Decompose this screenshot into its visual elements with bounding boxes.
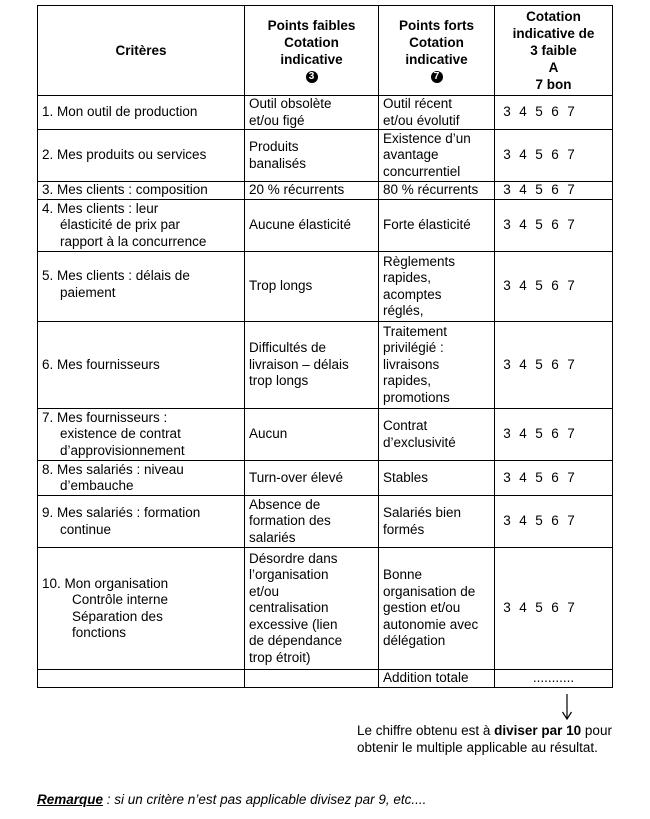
criterion-cell: 7. Mes fournisseurs : existence de contrat d’approvisionnement [38,409,245,461]
strong-point-cell: Existence d’un avantage concurrentiel [379,130,495,182]
division-note: Le chiffre obtenu est à diviser par 10 pour obtenir le multiple applicable au résultat. [357,723,612,755]
rating-scale: 3 4 5 6 7 [495,182,613,200]
rating-scale: 3 4 5 6 7 [495,200,613,252]
table-row [38,252,613,322]
weak-point-cell: Trop longs [245,252,379,322]
empty-cell [245,670,379,688]
strong-point-cell: Bonne organisation de gestion et/ou autonomie avec délégation [379,548,495,670]
table-row [38,409,613,461]
rating-scale: 3 4 5 6 7 [495,252,613,322]
criterion-cell: 8. Mes salariés : niveau d’embauche [38,461,245,496]
criteria-table [37,5,613,688]
header-points-faibles: Points faibles Cotation indicative 3 [245,6,379,96]
criterion-cell: 4. Mes clients : leur élasticité de prix par rapport à la concurrence [38,200,245,252]
remark-note: Remarque : si un critère n’est pas applicable divisez par 9, etc.... [37,792,427,807]
circled-7-mark: 7 [431,71,443,83]
weak-point-cell: Aucun [245,409,379,461]
circled-3-mark: 3 [306,71,318,83]
weak-point-cell: Aucune élasticité [245,200,379,252]
rating-scale: 3 4 5 6 7 [495,130,613,182]
rating-scale: 3 4 5 6 7 [495,409,613,461]
empty-cell [38,670,245,688]
weak-point-cell: Désordre dans l’organisation et/ou centralisation excessive (lien de dépendance trop étroit) [245,548,379,670]
rating-scale: 3 4 5 6 7 [495,461,613,496]
criterion-cell: 2. Mes produits ou services [38,130,245,182]
table-row [38,182,613,200]
header-row [38,6,613,96]
weak-point-cell: Turn-over élevé [245,461,379,496]
strong-point-cell: Règlements rapides, acomptes réglés, [379,252,495,322]
strong-point-cell: Salariés bien formés [379,496,495,548]
rating-scale: 3 4 5 6 7 [495,96,613,130]
table-row [38,130,613,182]
strong-point-cell: 80 % récurrents [379,182,495,200]
weak-point-cell: Produits banalisés [245,130,379,182]
table-row [38,322,613,409]
table-row [38,496,613,548]
weak-point-cell: Difficultés de livraison – délais trop longs [245,322,379,409]
rating-scale: 3 4 5 6 7 [495,548,613,670]
header-cotation: Cotation indicative de 3 faible A 7 bon [495,6,613,96]
table-row [38,96,613,130]
criterion-cell: 6. Mes fournisseurs [38,322,245,409]
header-points-forts: Points forts Cotation indicative 7 [379,6,495,96]
down-arrow-icon [560,694,574,722]
weak-point-cell: Absence de formation des salariés [245,496,379,548]
total-row [38,670,613,688]
table-row [38,548,613,670]
criterion-cell: 5. Mes clients : délais de paiement [38,252,245,322]
header-criteres: Critères [38,6,245,96]
rating-scale: 3 4 5 6 7 [495,322,613,409]
weak-point-cell: 20 % récurrents [245,182,379,200]
strong-point-cell: Outil récent et/ou évolutif [379,96,495,130]
rating-scale: 3 4 5 6 7 [495,496,613,548]
criterion-cell: 9. Mes salariés : formation continue [38,496,245,548]
criterion-cell: 10. Mon organisation Contrôle interne Séparation des fonctions [38,548,245,670]
total-label: Addition totale [379,670,495,688]
strong-point-cell: Stables [379,461,495,496]
criterion-cell: 3. Mes clients : composition [38,182,245,200]
strong-point-cell: Forte élasticité [379,200,495,252]
weak-point-cell: Outil obsolète et/ou figé [245,96,379,130]
strong-point-cell: Traitement privilégié : livraisons rapides, promotions [379,322,495,409]
total-value: ........... [495,670,613,688]
table-row [38,200,613,252]
criterion-cell: 1. Mon outil de production [38,96,245,130]
strong-point-cell: Contrat d’exclusivité [379,409,495,461]
table-row [38,461,613,496]
